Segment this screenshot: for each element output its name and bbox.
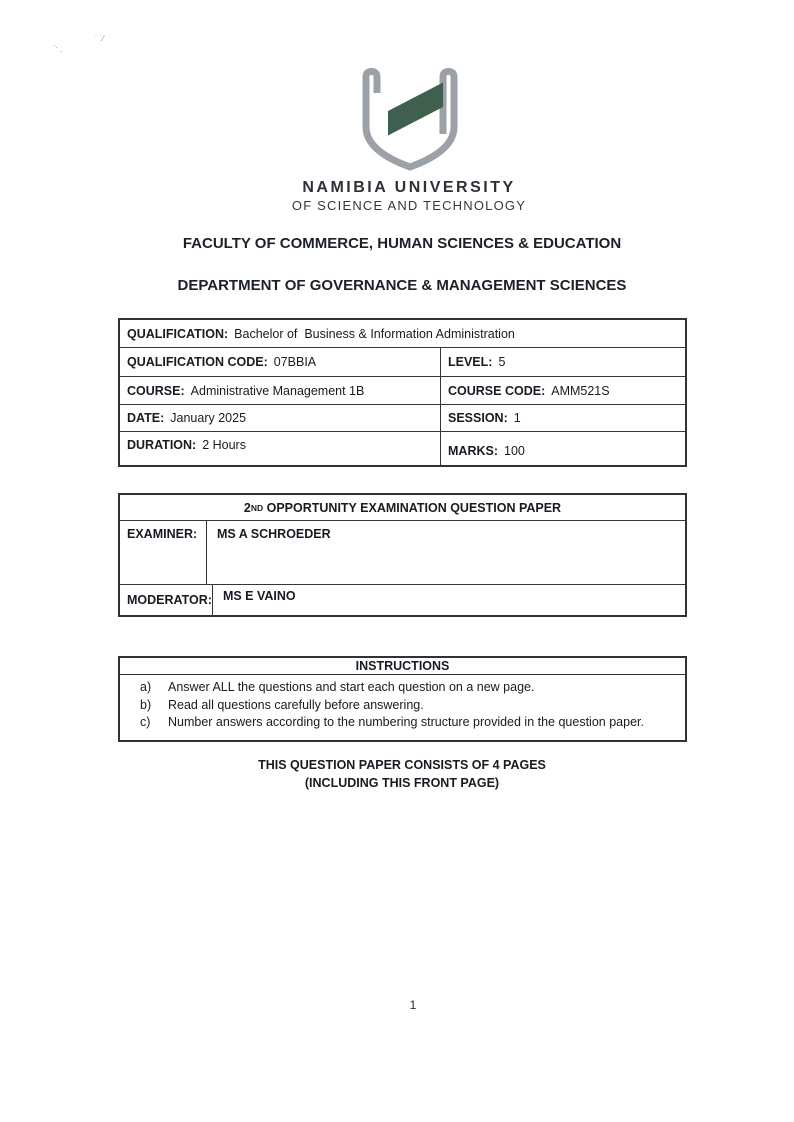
marks-value: 100: [504, 444, 525, 458]
course-row: [120, 376, 685, 404]
instruction-text-a: Answer ALL the questions and start each question on a new page.: [168, 680, 535, 694]
session-label: SESSION:: [448, 411, 508, 425]
examiner-row: [120, 520, 685, 584]
course-value: Administrative Management 1B: [190, 383, 365, 398]
level-value: 5: [498, 355, 506, 369]
pen-mark: ˙ ˙⁄: [95, 34, 104, 43]
session-value: 1: [513, 411, 521, 425]
logo-green-parallelogram: [388, 83, 443, 136]
faculty-heading: FACULTY OF COMMERCE, HUMAN SCIENCES & EDUCATION: [182, 235, 622, 252]
instructions-box: [118, 656, 687, 742]
duration-row: [120, 431, 685, 465]
instruction-marker-b: b): [140, 697, 152, 712]
duration-label: DURATION:: [127, 438, 197, 452]
university-name: NAMIBIA UNIVERSITY: [302, 179, 516, 196]
instruction-item-c: [140, 714, 675, 732]
exam-paper-table: [118, 493, 687, 617]
qualification-code-label: QUALIFICATION CODE:: [127, 355, 268, 369]
instruction-item-b: [140, 697, 675, 715]
page-count-line2: (INCLUDING THIS FRONT PAGE): [304, 775, 500, 790]
qualification-value: Bachelor of Business & Information Administration: [234, 326, 515, 341]
qualification-code-row: [120, 347, 685, 376]
course-code-value: AMM521S: [551, 383, 610, 398]
date-label: DATE:: [127, 411, 165, 425]
qualification-label: QUALIFICATION:: [127, 326, 229, 341]
instruction-marker-c: c): [140, 715, 151, 729]
page-count-note: [0, 757, 794, 792]
moderator-row: [120, 584, 685, 615]
qualification-cell: [120, 320, 685, 347]
date-cell: [120, 405, 440, 431]
course-label: COURSE:: [127, 383, 185, 398]
instruction-item-a: [140, 679, 675, 697]
moderator-value: MS E VAINO: [212, 585, 685, 615]
instruction-marker-a: a): [140, 680, 152, 694]
department-heading: DEPARTMENT OF GOVERNANCE & MANAGEMENT SCIENCES: [177, 277, 627, 294]
duration-value: 2 Hours: [202, 438, 246, 452]
instruction-text-c: Number answers according to the numbering structure provided in the question paper.: [168, 715, 644, 729]
course-info-table: [118, 318, 687, 467]
page-count-line1: THIS QUESTION PAPER CONSISTS OF 4 PAGES: [258, 758, 546, 772]
qualification-row: [120, 320, 685, 347]
examiner-label: EXAMINER:: [127, 527, 198, 541]
exam-paper-title: 2 ND OPPORTUNITY EXAMINATION QUESTION PAPER: [243, 500, 562, 515]
qualification-code-value: 07BBIA: [273, 355, 317, 369]
duration-cell: [120, 432, 440, 465]
date-row: [120, 404, 685, 431]
instructions-title: INSTRUCTIONS: [120, 658, 685, 675]
qualification-code-cell: [120, 348, 440, 376]
course-code-cell: [440, 377, 685, 404]
examiner-value: MS A SCHROEDER: [206, 521, 685, 584]
instructions-list: [120, 675, 685, 740]
moderator-label: MODERATOR:: [127, 593, 212, 607]
pen-mark: ·: [60, 47, 63, 56]
page-number: 1: [409, 998, 417, 1012]
marks-label: MARKS:: [448, 444, 498, 458]
level-label: LEVEL:: [448, 355, 493, 369]
pen-mark: ·.: [53, 41, 58, 50]
exam-paper-title-rest: OPPORTUNITY EXAMINATION QUESTION PAPER: [263, 500, 562, 515]
level-cell: [440, 348, 685, 376]
exam-paper-title-num: 2: [243, 500, 251, 515]
date-value: January 2025: [170, 411, 247, 425]
session-cell: [440, 405, 685, 431]
university-wordmark: [0, 178, 794, 214]
course-cell: [120, 377, 440, 404]
course-code-label: COURSE CODE:: [448, 383, 546, 398]
marks-cell: [440, 432, 685, 465]
instruction-text-b: Read all questions carefully before answering.: [168, 697, 424, 712]
university-tagline: OF SCIENCE AND TECHNOLOGY: [291, 198, 527, 213]
university-logo: [352, 62, 468, 174]
